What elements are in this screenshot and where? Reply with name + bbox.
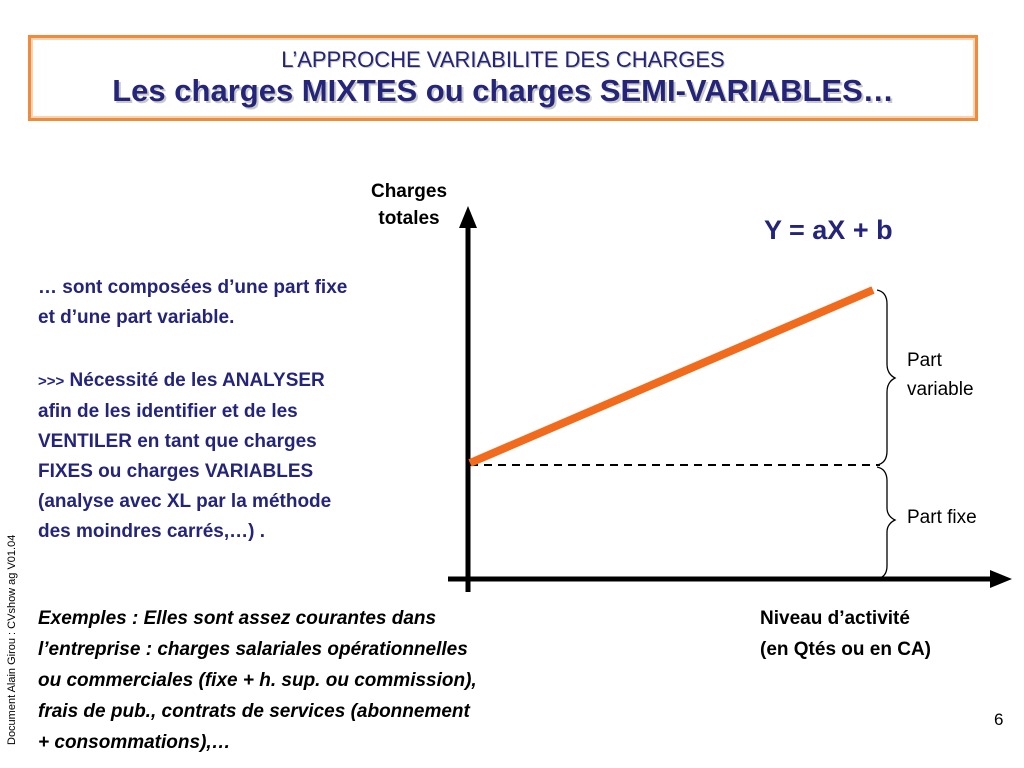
y-axis-label-line: totales [378, 208, 440, 229]
analysis-prefix: >>> [38, 373, 65, 390]
x-axis-label-line: Niveau d’activité [760, 608, 910, 629]
page-number: 6 [994, 710, 1004, 729]
analysis-line-text: Nécessité de les ANALYSER [64, 370, 325, 391]
part-variable-line: variable [907, 379, 974, 400]
title-subtitle: Les charges MIXTES ou charges SEMI-VARIABLES… [112, 73, 894, 108]
x-axis-label [760, 603, 1000, 665]
intro-line: … sont composées d’une part fixe [38, 277, 348, 298]
variable-part-brace [877, 290, 895, 465]
examples-line: Exemples : Elles sont assez courantes dans [38, 608, 437, 629]
analysis-line: VENTILER en tant que charges [38, 431, 317, 452]
fixed-part-brace [877, 467, 895, 579]
analysis-line: des moindres carrés,…) . [38, 521, 266, 542]
part-variable-label [907, 346, 1017, 404]
examples-line: + consommations),… [38, 732, 231, 753]
analysis-line: (analyse avec XL par la méthode [38, 491, 332, 512]
part-variable-line: Part [907, 350, 942, 371]
examples-line: frais de pub., contrats de services (abonnement [38, 701, 470, 722]
y-axis-label-line: Charges [370, 181, 448, 202]
document-credit: Document Alain Girou : CVshow ag V01.04 [6, 534, 18, 745]
x-axis-label-line: (en Qtés ou en CA) [760, 639, 932, 660]
intro-line: et d’une part variable. [38, 307, 235, 328]
total-cost-line [470, 290, 873, 463]
examples-line: l’entreprise : charges salariales opérationnelles [38, 639, 468, 660]
title-main: L’APPROCHE VARIABILITE DES CHARGES [281, 47, 725, 72]
analysis-line: afin de les identifier et de les [38, 401, 298, 422]
cost-equation: Y = aX + b [764, 215, 893, 245]
part-fixe-label: Part fixe [907, 507, 977, 528]
analysis-line: FIXES ou charges VARIABLES [38, 461, 314, 482]
y-axis-label [350, 178, 468, 232]
x-axis-arrow-icon [990, 570, 1012, 588]
examples-line: ou commerciales (fixe + h. sup. ou commission), [38, 670, 477, 691]
